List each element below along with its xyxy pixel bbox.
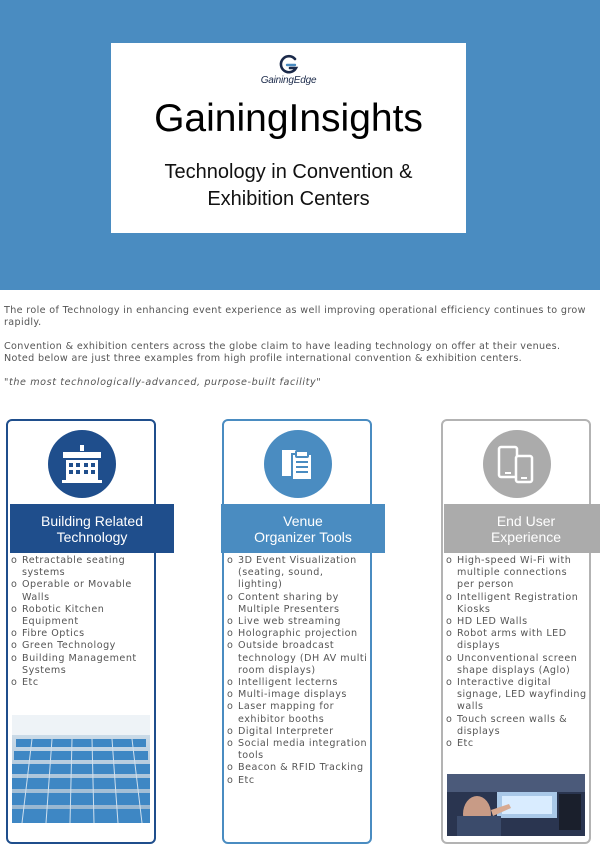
list-item: o Intelligent Registration Kiosks (445, 592, 587, 616)
card-title-line: Experience (490, 528, 562, 545)
list-item: o Social media integration tools (226, 738, 368, 762)
auditorium-seating-photo (12, 715, 150, 823)
list-item: o Robot arms with LED displays (445, 628, 587, 652)
card-title (221, 504, 385, 553)
list-item: o Operable or Movable Walls (10, 579, 152, 603)
list-item: o Multi-image displays (226, 689, 368, 701)
page-title: GainingInsights (154, 97, 423, 140)
list-item: o Content sharing by Multiple Presenters (226, 592, 368, 616)
intro-paragraph: Convention & exhibition centers across the globe claim to have leading technology on offer at their venues. Noted below are just three examples from high profile international convention & exhibition centers. (4, 341, 561, 364)
list-item: o 3D Event Visualization (seating, sound, lighting) (226, 555, 368, 592)
card-building-technology (6, 419, 156, 844)
list-item: o Beacon & RFID Tracking (226, 762, 368, 774)
card-list (226, 555, 368, 840)
card-title-line: Technology (56, 528, 128, 545)
touchscreen-photo (447, 774, 585, 836)
header-banner (0, 0, 600, 290)
list-item: o Etc (226, 775, 368, 787)
gainingedge-logo-icon (277, 53, 301, 77)
card-organizer-tools (222, 419, 372, 844)
list-item: o Interactive digital signage, LED wayfinding walls (445, 677, 587, 714)
title-box (111, 43, 466, 233)
devices-icon (483, 430, 551, 498)
card-title-line: Organizer Tools (254, 528, 352, 545)
card-title-line: Venue (283, 512, 323, 529)
logo-text: GainingEdge (260, 75, 317, 86)
list-item: o Etc (10, 677, 152, 689)
list-item: o Robotic Kitchen Equipment (10, 604, 152, 628)
list-item: o Intelligent lecterns (226, 677, 368, 689)
page-subtitle (111, 159, 466, 213)
card-title-line: End User (496, 512, 556, 529)
list-item: o Green Technology (10, 640, 152, 652)
list-item: o Fibre Optics (10, 628, 152, 640)
list-item: o Etc (445, 738, 587, 750)
list-item: o Retractable seating systems (10, 555, 152, 579)
list-item: o Holographic projection (226, 628, 368, 640)
card-title-line: Building Related (41, 512, 143, 529)
card-end-user-experience (441, 419, 591, 844)
list-item: o Laser mapping for exhibitor booths (226, 701, 368, 725)
list-item: o Unconventional screen shape displays (Aglo) (445, 653, 587, 677)
list-item: o Touch screen walls & displays (445, 714, 587, 738)
list-item: o Building Management Systems (10, 653, 152, 677)
card-title (10, 504, 174, 553)
list-item: o Live web streaming (226, 616, 368, 628)
gainingedge-logo (111, 53, 466, 93)
list-item: o Outside broadcast technology (DH AV multi room displays) (226, 640, 368, 677)
building-icon (48, 430, 116, 498)
card-title (444, 504, 600, 553)
list-item: o High-speed Wi-Fi with multiple connections per person (445, 555, 587, 592)
intro-section (4, 305, 594, 401)
subtitle-line1: Technology in Convention & (164, 161, 413, 183)
card-list (445, 555, 587, 767)
intro-paragraph: The role of Technology in enhancing event experience as well improving operational efficiency continues to grow rapidly. (4, 305, 586, 328)
list-item: o HD LED Walls (445, 616, 587, 628)
card-list (10, 555, 152, 696)
subtitle-line2: Exhibition Centers (207, 188, 370, 210)
clipboard-icon (264, 430, 332, 498)
list-item: o Digital Interpreter (226, 726, 368, 738)
intro-quote: "the most technologically-advanced, purpose-built facility" (4, 377, 322, 388)
